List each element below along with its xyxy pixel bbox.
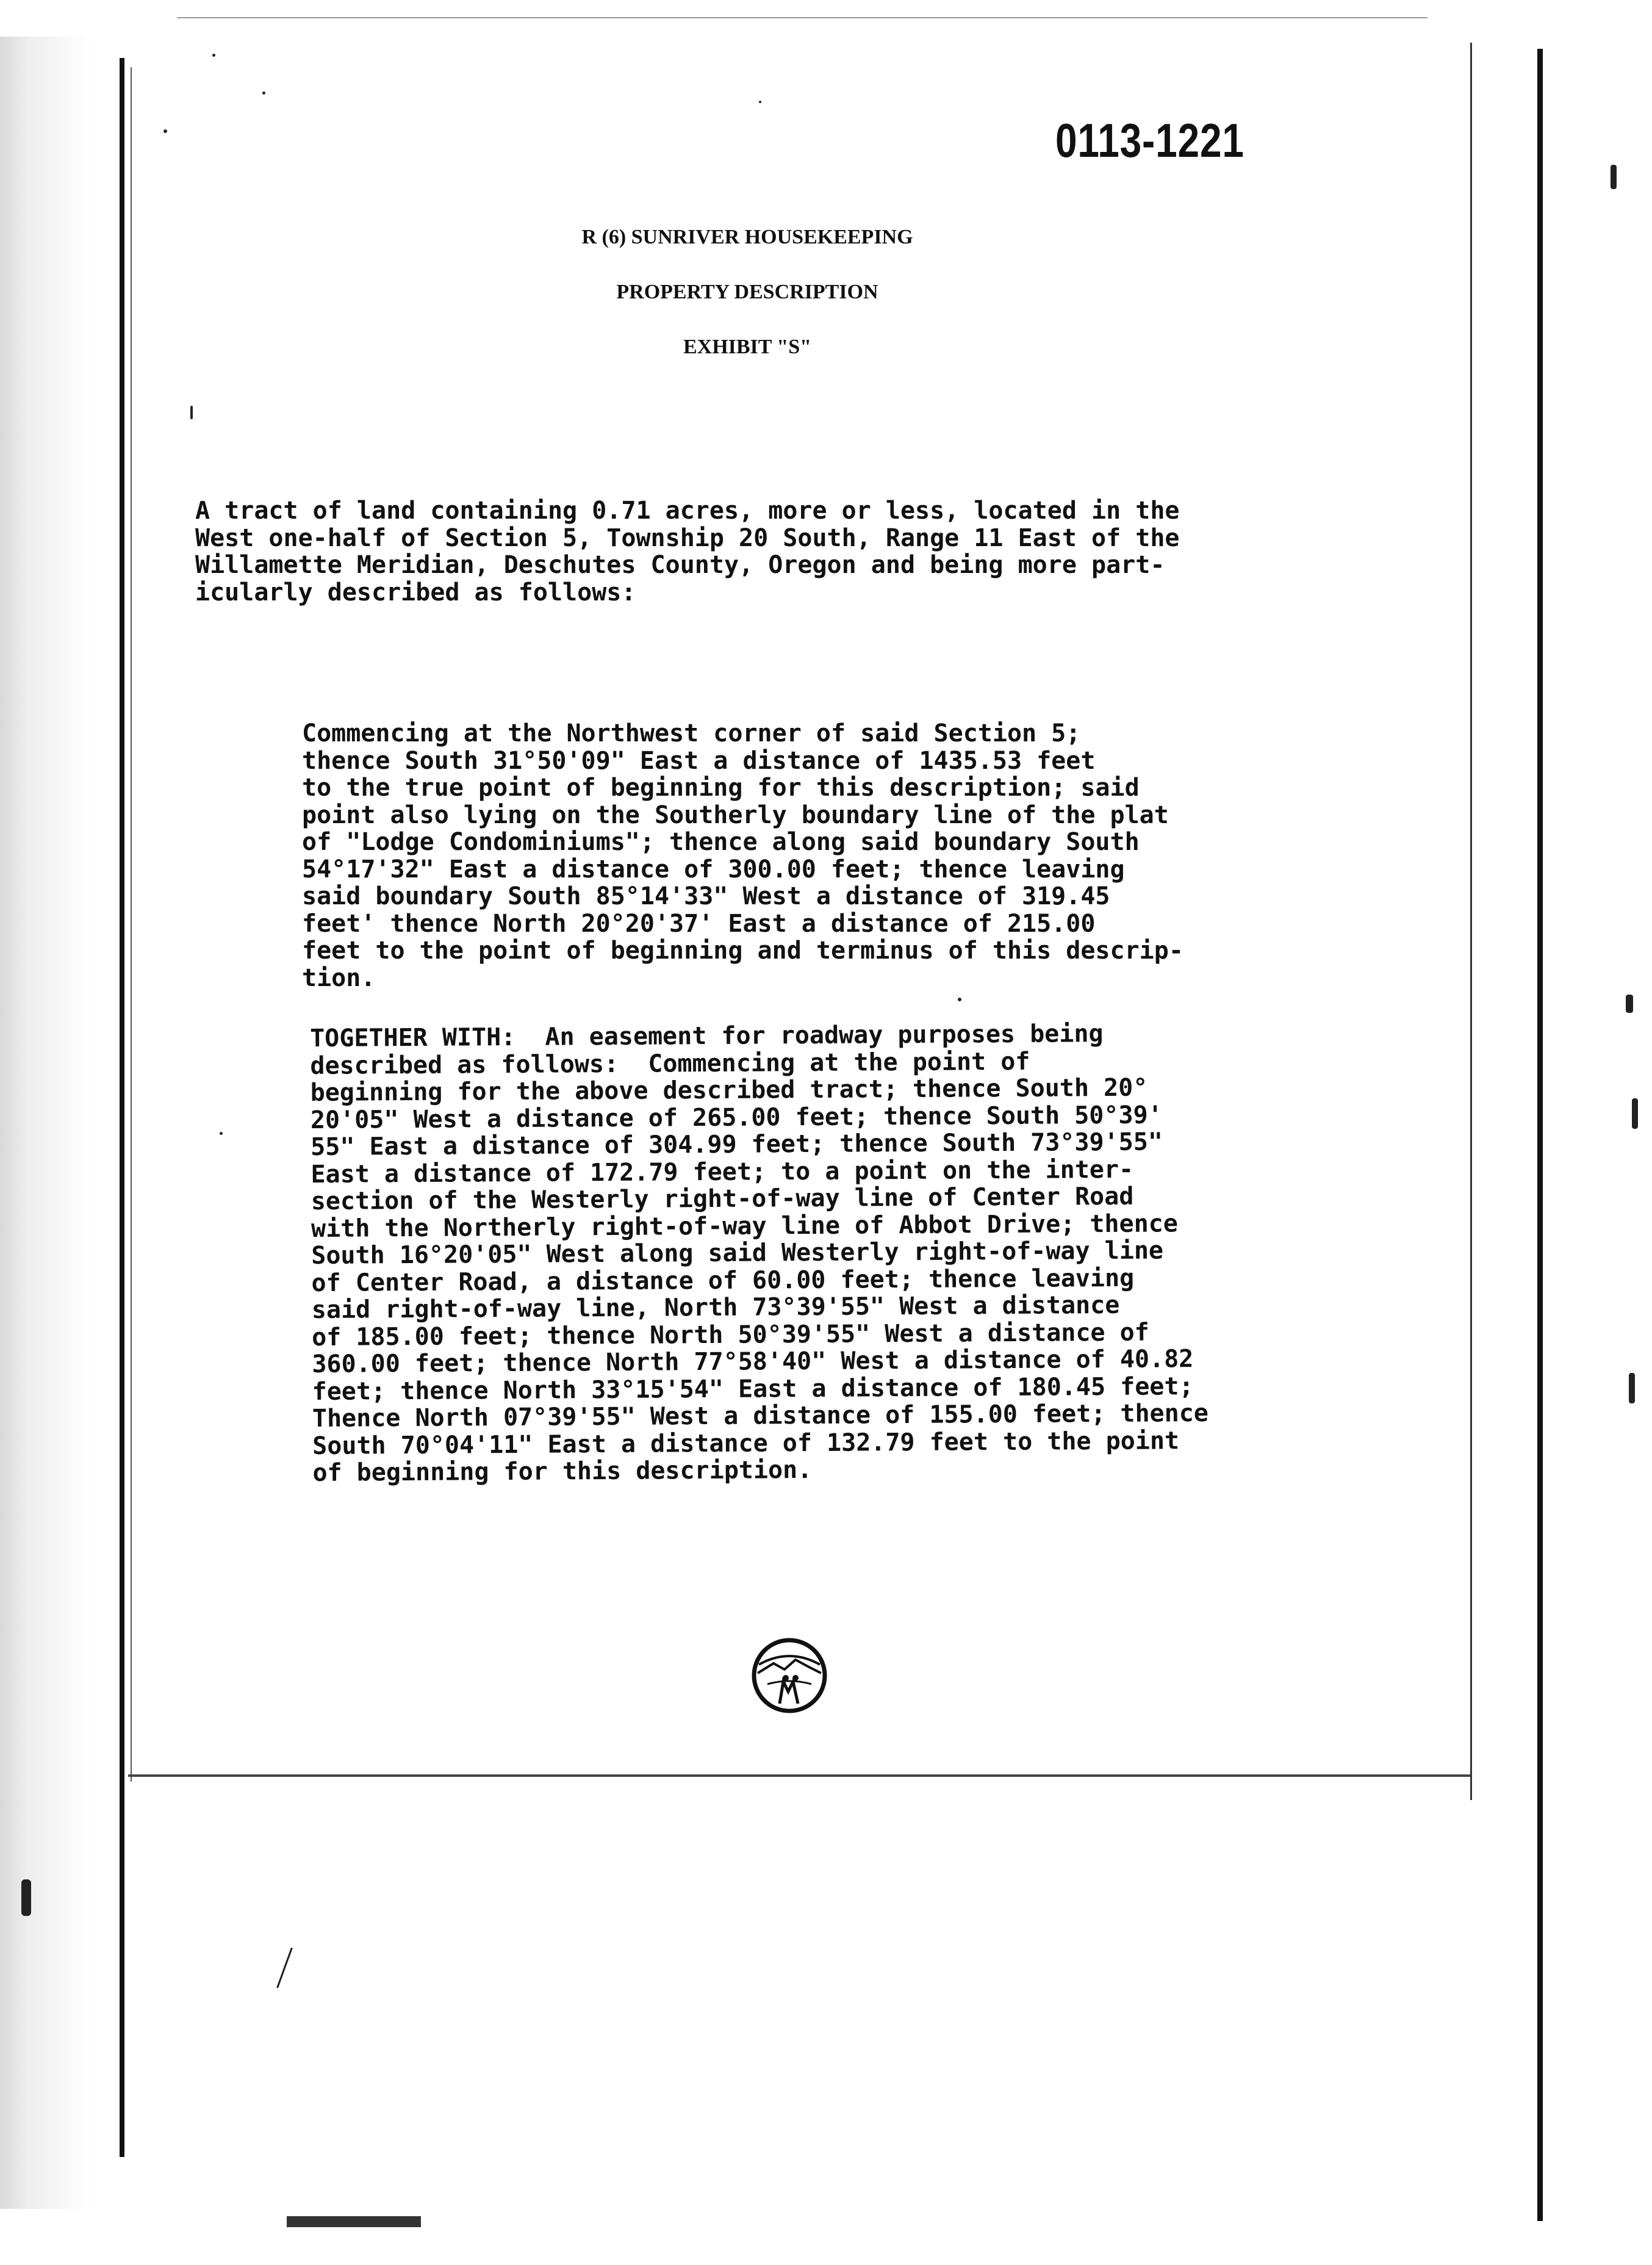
document-title: R (6) SUNRIVER HOUSEKEEPING — [581, 226, 913, 248]
exhibit-label: EXHIBIT "S" — [683, 336, 812, 358]
scan-shadow-left — [0, 37, 92, 2209]
scan-speck — [163, 129, 167, 133]
together-with-paragraph: TOGETHER WITH: An easement for roadway purposes being described as follows: Commencing at the point of beginning for the above described tract; thence South 20° 20'05" West a distance of 265.00 feet; thence South 50°39' 55" East a distance of 304.99 feet; thence South 73°39'55" East a distance of 172.79 feet; to a point on the inter- section of the Westerly right-of-way line of Center Road with the Northerly right-of-way line of Abbot Drive; thence South 16°20'05" West along said Westerly right-of-way line of Center Road, a distance of 60.00 feet; thence leaving said right-of-way line, North 73°39'55" West a distance of 185.00 feet; thence North 50°39'55" West a distance of 360.00 feet; thence North 77°58'40" West a distance of 40.82 feet; thence North 33°15'54" East a distance of 180.45 feet; Thence North 07°39'55" West a distance of 155.00 feet; thence South 70°04'11" East a distance of 132.79 feet to the point of beginning for this description. — [309, 1020, 1209, 1487]
scan-speck — [21, 1879, 31, 1916]
commencing-paragraph: Commencing at the Northwest corner of said Section 5; thence South 31°50'09" East a distance of 1435.53 feet to the true point of beginning for this description; said point also lying on the Southerly boundary line of the plat of "Lodge Condominiums"; thence along said boundary South 54°17'32" East a distance of 300.00 feet; thence leaving said boundary South 85°14'33" West a distance of 319.45 feet' thence North 20°20'37' East a distance of 215.00 feet to the point of beginning and terminus of this descrip- tion. — [302, 719, 1183, 992]
scan-speck — [1632, 1098, 1638, 1129]
document-subtitle: PROPERTY DESCRIPTION — [616, 281, 878, 303]
scan-speck — [759, 101, 761, 103]
scan-speck — [1629, 1373, 1635, 1403]
scan-border-left-inner — [131, 67, 132, 1782]
scan-speck — [220, 1132, 223, 1135]
scan-border-right-inner — [1470, 43, 1472, 1800]
scan-border-left — [120, 58, 124, 2157]
scan-speck — [1611, 165, 1617, 189]
document-number: 0113-1221 — [1055, 113, 1244, 167]
scan-speck — [262, 92, 265, 95]
intro-paragraph: A tract of land containing 0.71 acres, more or less, located in the West one-half of Section 5, Township 20 South, Range 11 East of the Willamette Meridian, Deschutes County, Oregon and being more part- icularly described as follows: — [195, 497, 1180, 607]
scan-speck — [276, 1948, 293, 1989]
scan-speck — [1626, 995, 1633, 1013]
scan-border-top — [177, 17, 1428, 18]
seal-logo — [749, 1635, 830, 1716]
scan-speck — [212, 54, 215, 57]
scan-speck — [958, 998, 961, 1001]
scan-artifact-bottom — [287, 2216, 421, 2227]
scan-speck — [190, 406, 193, 419]
scan-border-bottom — [128, 1774, 1470, 1777]
scan-border-right — [1537, 49, 1543, 2221]
